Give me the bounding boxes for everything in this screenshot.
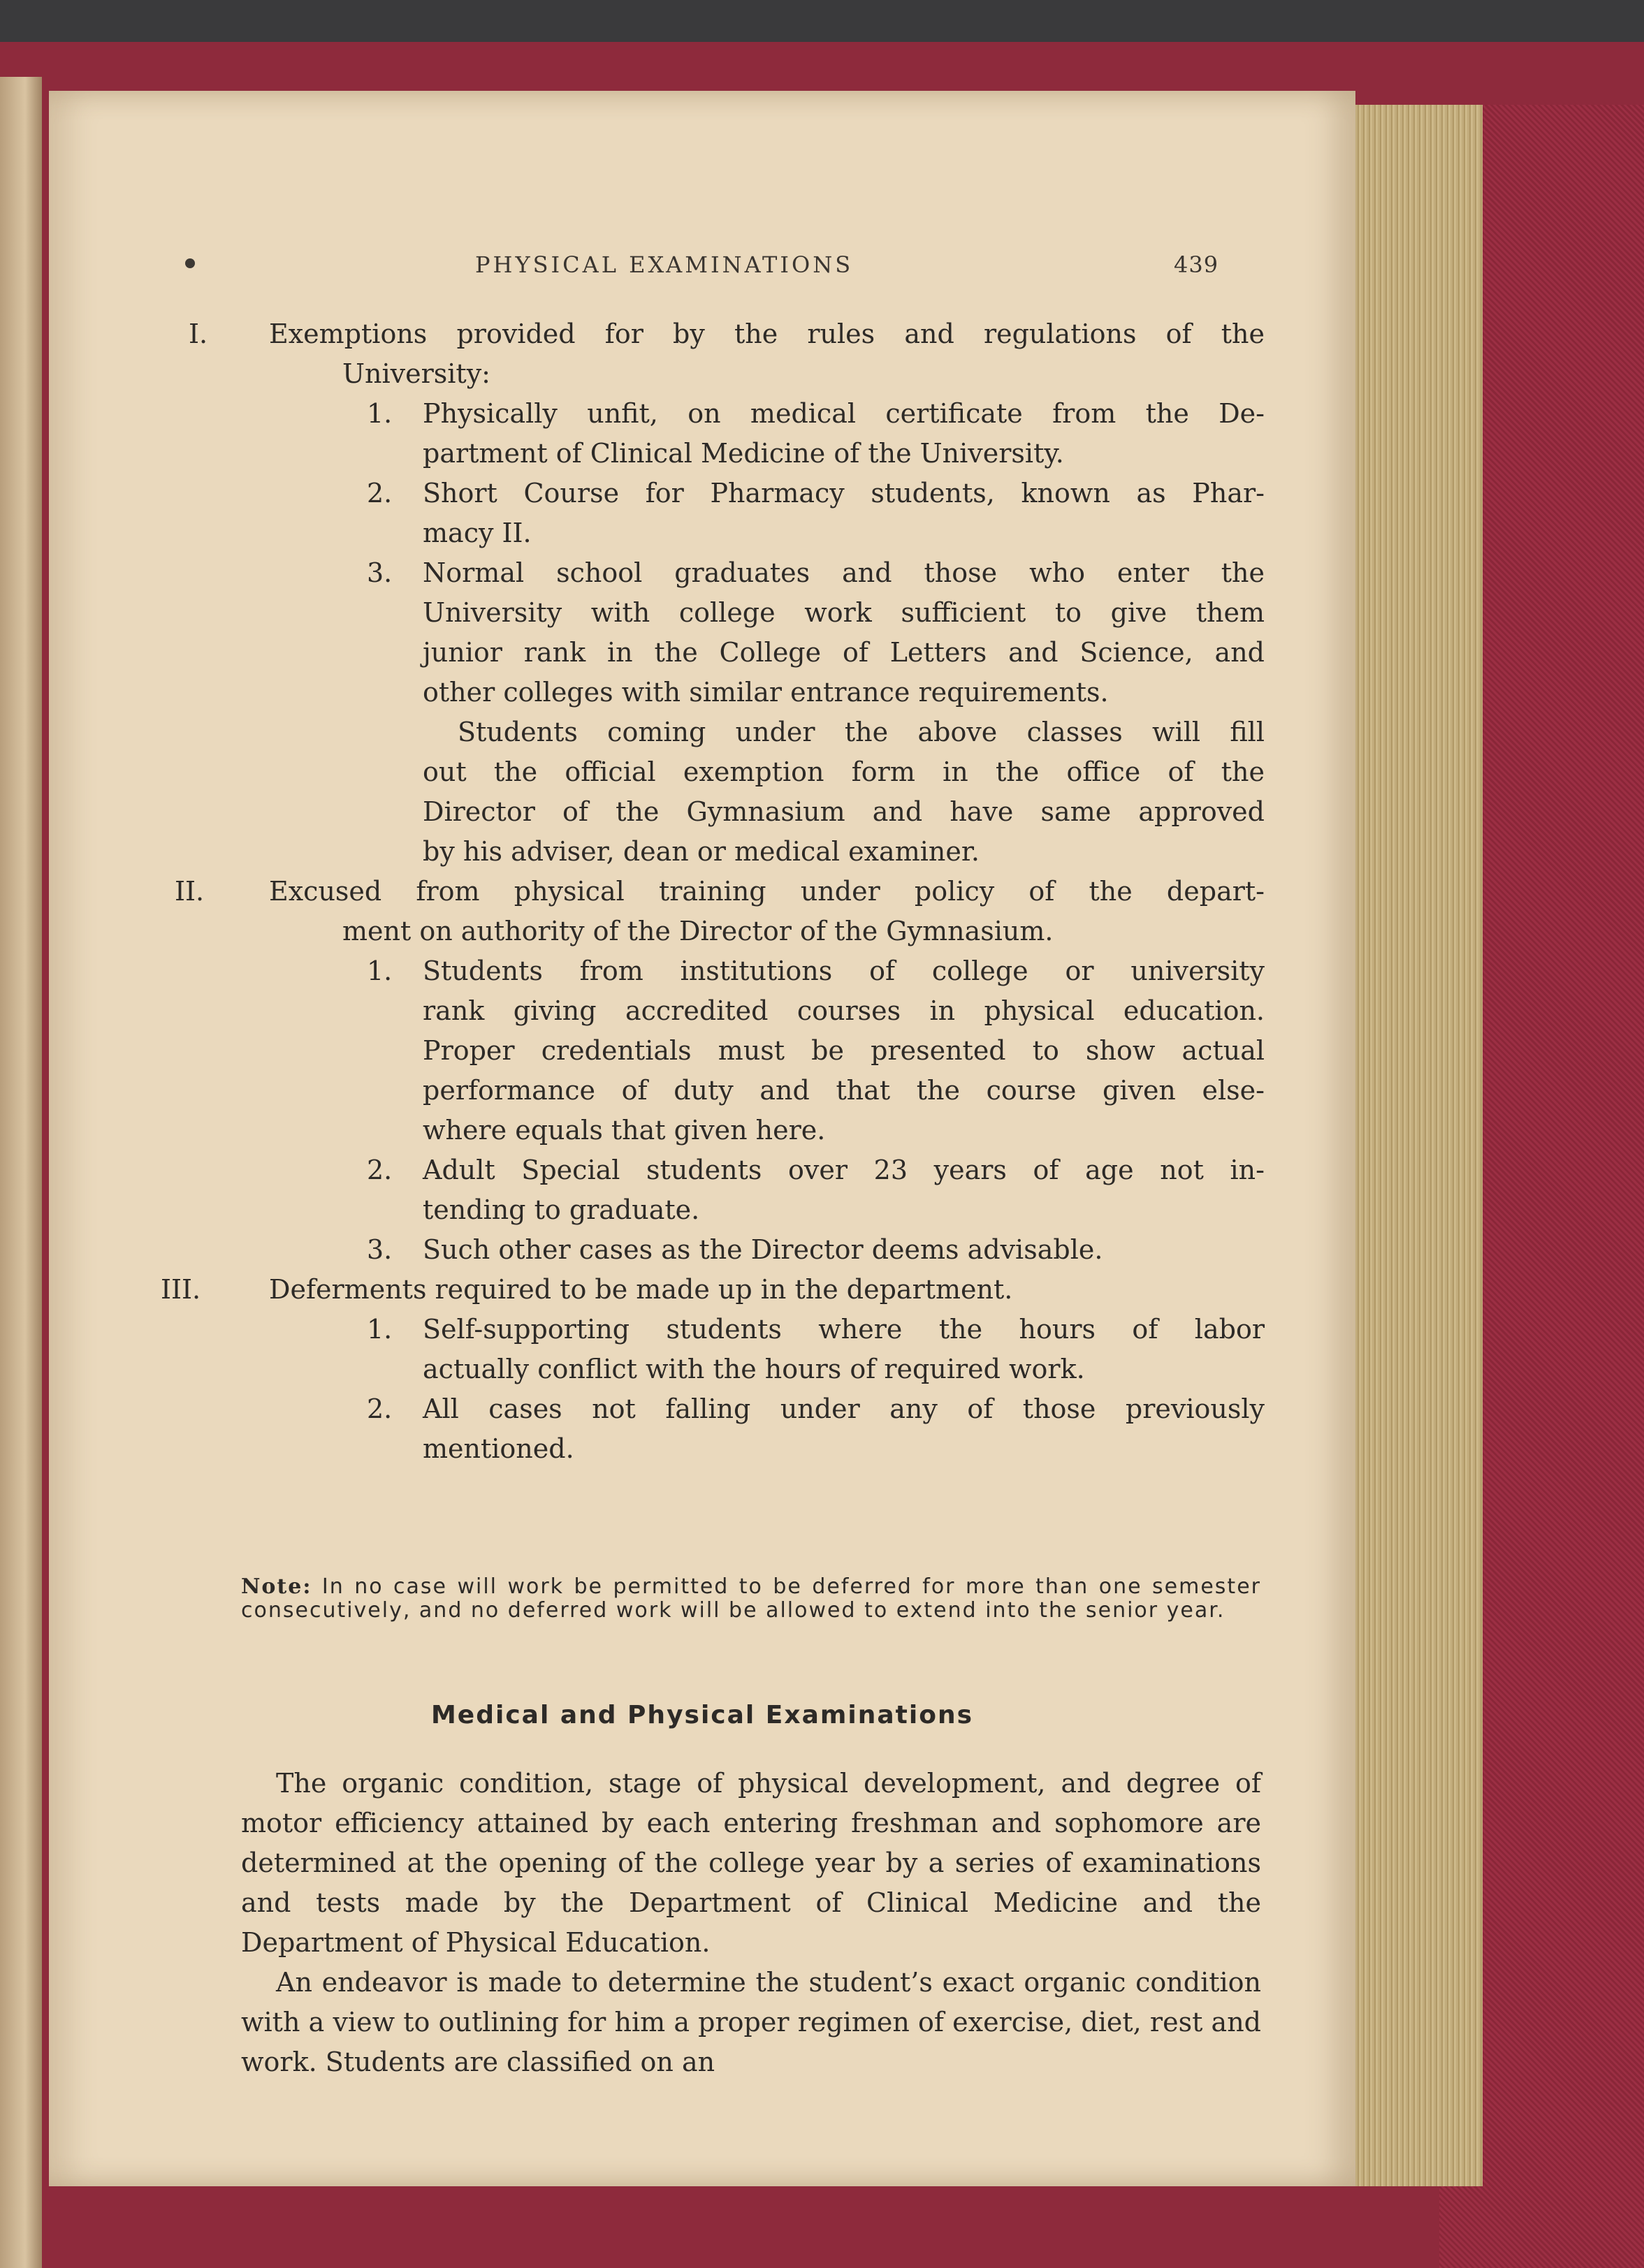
list-item-line	[189, 394, 1265, 434]
paragraph: An endeavor is made to determine the student’s exact organic condition with a view to outlining for him a proper regimen of exercise, diet, rest and work. Students are classified on an	[241, 1967, 1261, 2077]
line-text: where equals that given here.	[423, 1115, 826, 1146]
line-text: Adult Special students over 23 years of age not in-	[423, 1155, 1265, 1185]
line-text: rank giving accredited courses in physical education.	[423, 995, 1265, 1026]
line-text: macy II.	[423, 518, 532, 548]
list-item-line	[189, 1349, 1265, 1389]
line-text: ment on authority of the Director of the Gymnasium.	[342, 916, 1054, 946]
line-text: Physically unfit, on medical certificate from the De-	[423, 398, 1265, 429]
list-item-line	[189, 1429, 1265, 1469]
list-item-line	[189, 434, 1265, 474]
list-item-line	[189, 951, 1265, 991]
paragraph-line	[189, 792, 1265, 832]
running-head	[49, 251, 1355, 279]
list-item-line	[189, 1310, 1265, 1349]
line-text: Short Course for Pharmacy students, known as Phar-	[423, 478, 1265, 509]
line-text: Students from institutions of college or university	[423, 956, 1265, 986]
note-text: In no case will work be permitted to be deferred for more than one semester consecutively, and no deferred work will be allowed to extend into the senior year.	[241, 1574, 1261, 1623]
line-text: Such other cases as the Director deems advisable.	[423, 1234, 1103, 1265]
list-item-line	[189, 991, 1265, 1031]
item-marker: 1.	[367, 956, 393, 986]
section-heading-line	[175, 872, 1265, 912]
page-number: 439	[1174, 251, 1219, 278]
book-page	[49, 91, 1355, 2186]
list-item-line	[189, 513, 1265, 553]
section-title: Medical and Physical Examinations	[430, 1701, 974, 1729]
note-label: Note:	[241, 1574, 312, 1599]
paragraph-line	[189, 712, 1265, 752]
line-text: University with college work sufficient to give them	[423, 597, 1265, 628]
list-item-line	[189, 673, 1265, 712]
list-item-line	[189, 1150, 1265, 1190]
paragraph-line	[189, 752, 1265, 792]
facing-page-edge	[0, 77, 42, 2268]
item-marker: 3.	[367, 1234, 393, 1265]
list-item-line	[189, 553, 1265, 593]
line-text: Director of the Gymnasium and have same approved	[423, 796, 1265, 827]
list-item-line	[189, 1071, 1265, 1111]
note-block	[241, 1575, 1261, 1623]
line-text: actually conflict with the hours of required work.	[423, 1354, 1085, 1384]
line-text: tending to graduate.	[423, 1194, 700, 1225]
list-item-line	[189, 593, 1265, 633]
line-text: Deferments required to be made up in the department.	[269, 1274, 1013, 1305]
line-text: Self-supporting students where the hours of labor	[423, 1314, 1265, 1345]
section-heading-line	[189, 354, 1265, 394]
line-text: Normal school graduates and those who enter the	[423, 557, 1265, 588]
line-text: mentioned.	[423, 1433, 574, 1464]
item-marker: 2.	[367, 1393, 393, 1424]
section-marker: II.	[175, 876, 205, 907]
outline-body	[161, 314, 1265, 1469]
line-text: University:	[342, 358, 490, 389]
page-edges	[1348, 105, 1483, 2186]
line-text: Students coming under the above classes will fill	[458, 717, 1265, 747]
list-item-line	[189, 1031, 1265, 1071]
item-marker: 2.	[367, 478, 393, 509]
line-text: Proper credentials must be presented to show actual	[423, 1035, 1265, 1066]
item-marker: 1.	[367, 1314, 393, 1345]
paragraph-line	[189, 832, 1265, 872]
list-item-line	[189, 633, 1265, 673]
section-heading-line	[189, 912, 1265, 951]
line-text: All cases not falling under any of those previously	[423, 1393, 1265, 1424]
line-text: partment of Clinical Medicine of the University.	[423, 438, 1064, 469]
paragraph: The organic condition, stage of physical development, and degree of motor efficiency attained by each entering freshman and sophomore are determined at the opening of the college year by a series of examinations and tests made by the Department of Clinical Medicine and the Department of Physical Education.	[241, 1768, 1261, 1958]
item-marker: 2.	[367, 1155, 393, 1185]
list-item-line	[189, 474, 1265, 513]
line-text: out the official exemption form in the office of the	[423, 756, 1265, 787]
section-marker: I.	[189, 319, 208, 349]
running-head-title: PHYSICAL EXAMINATIONS	[475, 251, 854, 278]
list-item-line	[189, 1190, 1265, 1230]
section-heading-line	[161, 1270, 1265, 1310]
list-item-line	[189, 1389, 1265, 1429]
prose-body	[241, 1764, 1261, 2082]
ink-dot	[185, 258, 195, 268]
line-text: Exemptions provided for by the rules and regulations of the	[269, 319, 1265, 349]
line-text: performance of duty and that the course given else-	[423, 1075, 1265, 1106]
line-text: Excused from physical training under policy of the depart-	[269, 876, 1265, 907]
section-heading-line	[189, 314, 1265, 354]
item-marker: 1.	[367, 398, 393, 429]
line-text: by his adviser, dean or medical examiner.	[423, 836, 980, 867]
list-item-line	[189, 1230, 1265, 1270]
line-text: junior rank in the College of Letters and Science, and	[423, 637, 1265, 668]
list-item-line	[189, 1111, 1265, 1150]
line-text: other colleges with similar entrance requirements.	[423, 677, 1109, 708]
item-marker: 3.	[367, 557, 393, 588]
section-marker: III.	[161, 1274, 201, 1305]
